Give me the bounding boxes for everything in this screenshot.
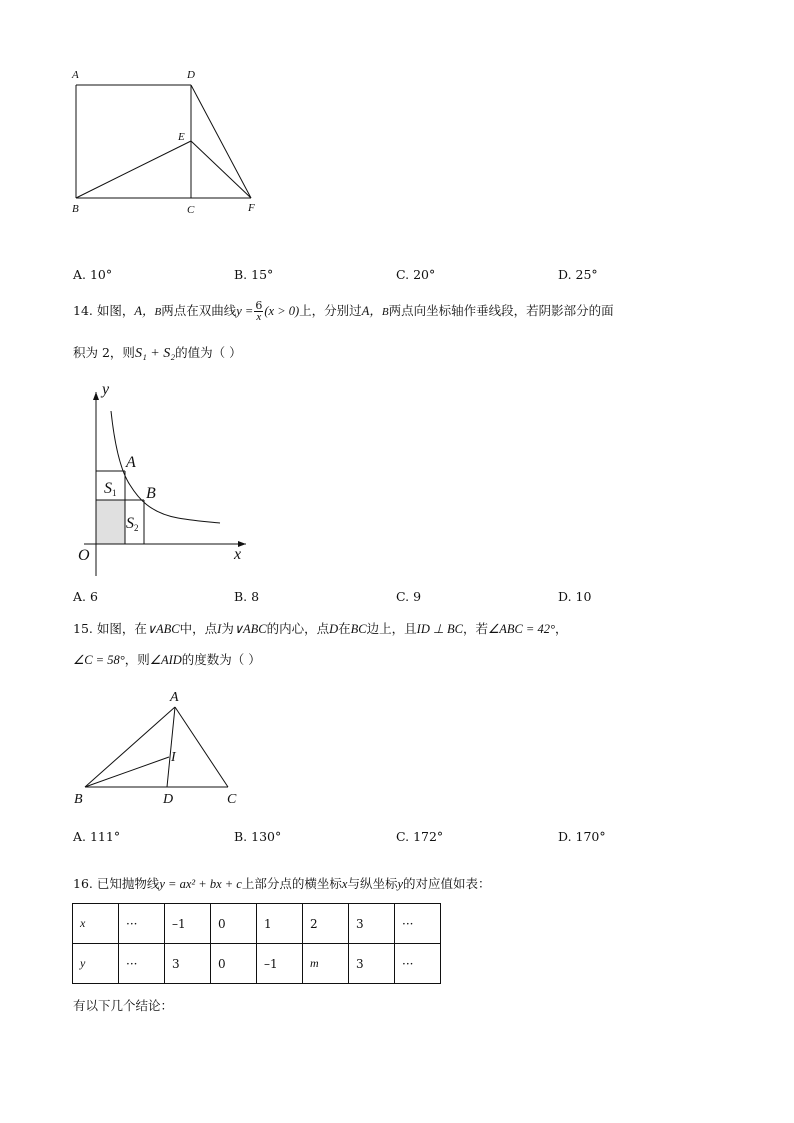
- q13-option-c: C. 20°: [396, 267, 436, 282]
- q13-label-D: D: [187, 69, 195, 81]
- q13-option-d: D. 25°: [558, 267, 598, 282]
- q13-segment-DF: [191, 85, 251, 198]
- q14-label-x: x: [234, 546, 242, 563]
- q14-option-b: B. 8: [234, 589, 260, 604]
- q15-label-D: D: [163, 792, 174, 807]
- q14-number: 14. 如图，: [73, 303, 135, 318]
- q14-label-S1-letter: S: [104, 480, 112, 497]
- table-cell: 0: [211, 944, 257, 984]
- table-cell: 3: [349, 944, 395, 984]
- table-cell: y: [73, 944, 119, 984]
- table-cell: x: [73, 904, 119, 944]
- q15-text-is: 为: [221, 621, 234, 636]
- q14-fx: y =: [236, 304, 254, 318]
- q16-text-table: 的对应值如表：: [403, 876, 491, 891]
- q15-label-C: C: [227, 792, 237, 807]
- q14-text-rest: 两点向坐标轴作垂线段，若阴影部分的面: [388, 303, 614, 318]
- q15-angle-C: ∠C = 58°: [73, 653, 125, 667]
- table-cell: 3: [165, 944, 211, 984]
- table-row: [73, 904, 441, 944]
- q15-text-on: 在: [338, 621, 351, 636]
- table-cell: 1: [257, 904, 303, 944]
- q13-label-A: A: [72, 69, 79, 81]
- q14-text-area: 积为 2，则: [73, 345, 135, 360]
- q14-figure: [70, 378, 270, 583]
- q16-stem: [73, 874, 491, 892]
- q14-option-c: C. 9: [396, 589, 422, 604]
- q13-option-a: A. 10°: [73, 267, 113, 282]
- table-row: [73, 944, 441, 984]
- q15-option-c: C. 172°: [396, 829, 444, 844]
- q15-text-if: ，若: [462, 621, 488, 636]
- q16-text-ordinate: 与纵坐标: [347, 876, 398, 891]
- q16-value-table: [72, 903, 441, 984]
- q15-text-in: 中，点: [179, 621, 218, 636]
- table-cell: 3: [349, 904, 395, 944]
- q15-text-degree: 的度数为（ ）: [181, 652, 261, 667]
- q15-point-I: I: [217, 622, 222, 636]
- table-cell: 0: [211, 904, 257, 944]
- q14-frac-den: x: [256, 311, 262, 323]
- q15-angle-AID: ∠AID: [149, 653, 182, 667]
- q14-shaded-region: [96, 500, 125, 544]
- q15-text-then: ，则: [124, 652, 150, 667]
- q13-label-C: C: [187, 204, 195, 216]
- q16-text-abscissa: 上部分点的横坐标: [241, 876, 342, 891]
- q15-triangle-1: ∨ABC: [146, 622, 180, 636]
- q14-point-b: B: [154, 306, 162, 318]
- q14-label-S2-sub: 2: [134, 523, 139, 533]
- q14-label-A: A: [126, 454, 136, 471]
- q15-option-d: D. 170°: [558, 829, 606, 844]
- q14-text-over: 上，分别过: [299, 303, 362, 318]
- q16-equation: y = ax² + bx + c: [159, 877, 242, 891]
- q14-text-curve: 两点在双曲线: [161, 303, 237, 318]
- q14-condition: (x > 0): [264, 304, 300, 318]
- q16-text-intro: 16. 已知抛物线: [73, 876, 160, 891]
- q14-point-a: A，: [134, 304, 155, 318]
- q15-perpendicular: ID ⊥ BC: [416, 622, 463, 636]
- q15-segment-BI: [85, 757, 169, 787]
- q13-segment-EF: [191, 141, 251, 198]
- q14-label-O: O: [78, 547, 90, 564]
- table-cell: –1: [165, 904, 211, 944]
- q14-label-S2-letter: S: [126, 515, 134, 532]
- q14-label-B: B: [146, 485, 156, 502]
- q13-label-F: F: [248, 202, 255, 214]
- q14-point-a2: A，: [361, 304, 382, 318]
- q15-option-a: A. 111°: [73, 829, 121, 844]
- q14-y-arrow: [93, 392, 99, 400]
- q15-triangle-2: ∨ABC: [233, 622, 267, 636]
- q15-label-A: A: [170, 690, 179, 705]
- q14-label-S2: [126, 515, 139, 533]
- q14-frac-num: 6: [255, 299, 263, 312]
- q16-conclusion-heading: 有以下几个结论：: [73, 998, 174, 1013]
- table-cell: ···: [395, 944, 441, 984]
- q15-segment-AB: [85, 707, 175, 787]
- q15-segment-AC: [175, 707, 228, 787]
- q15-text-incenter: 的内心，点: [266, 621, 330, 636]
- table-cell: ···: [119, 944, 165, 984]
- table-cell: 2: [303, 904, 349, 944]
- q13-label-E: E: [178, 131, 185, 143]
- q15-figure: [70, 686, 250, 810]
- q16-var-x: x: [341, 877, 348, 891]
- table-cell: m: [303, 944, 349, 984]
- q14-s-expression: S₁ + S₂: [134, 346, 176, 361]
- q15-text-intro: 15. 如图，在: [73, 621, 147, 636]
- q15-option-b: B. 130°: [234, 829, 282, 844]
- q15-stem-line1: [73, 619, 568, 637]
- q16-var-y: y: [397, 877, 404, 891]
- q14-stem-line1: [73, 300, 614, 323]
- q14-stem-line2: [73, 343, 242, 362]
- q13-label-B: B: [72, 203, 79, 215]
- table-cell: ···: [119, 904, 165, 944]
- q15-label-B: B: [74, 792, 83, 807]
- q14-option-a: A. 6: [73, 589, 98, 604]
- q14-label-y: y: [102, 381, 110, 398]
- q14-text-value: 的值为（ ）: [175, 345, 242, 360]
- q15-label-I: I: [171, 750, 176, 765]
- q14-point-b2: B: [381, 306, 389, 318]
- q13-segment-BE: [76, 141, 191, 198]
- q15-text-comma: ，: [554, 621, 568, 636]
- q14-label-S1: [104, 480, 117, 498]
- q13-option-b: B. 15°: [234, 267, 274, 282]
- q15-segment-BC: BC: [350, 622, 367, 636]
- q14-label-S1-sub: 1: [112, 488, 117, 498]
- table-cell: ···: [395, 904, 441, 944]
- table-cell: –1: [257, 944, 303, 984]
- q14-option-d: D. 10: [558, 589, 592, 604]
- q15-angle-ABC: ∠ABC = 42°: [487, 622, 555, 636]
- q15-point-D: D: [329, 622, 339, 636]
- q15-text-side: 边上，且: [366, 621, 417, 636]
- q13-figure: [60, 62, 280, 222]
- q15-stem-line2: [73, 650, 261, 668]
- q15-segment-AD: [167, 707, 175, 787]
- q14-fraction: [254, 300, 263, 323]
